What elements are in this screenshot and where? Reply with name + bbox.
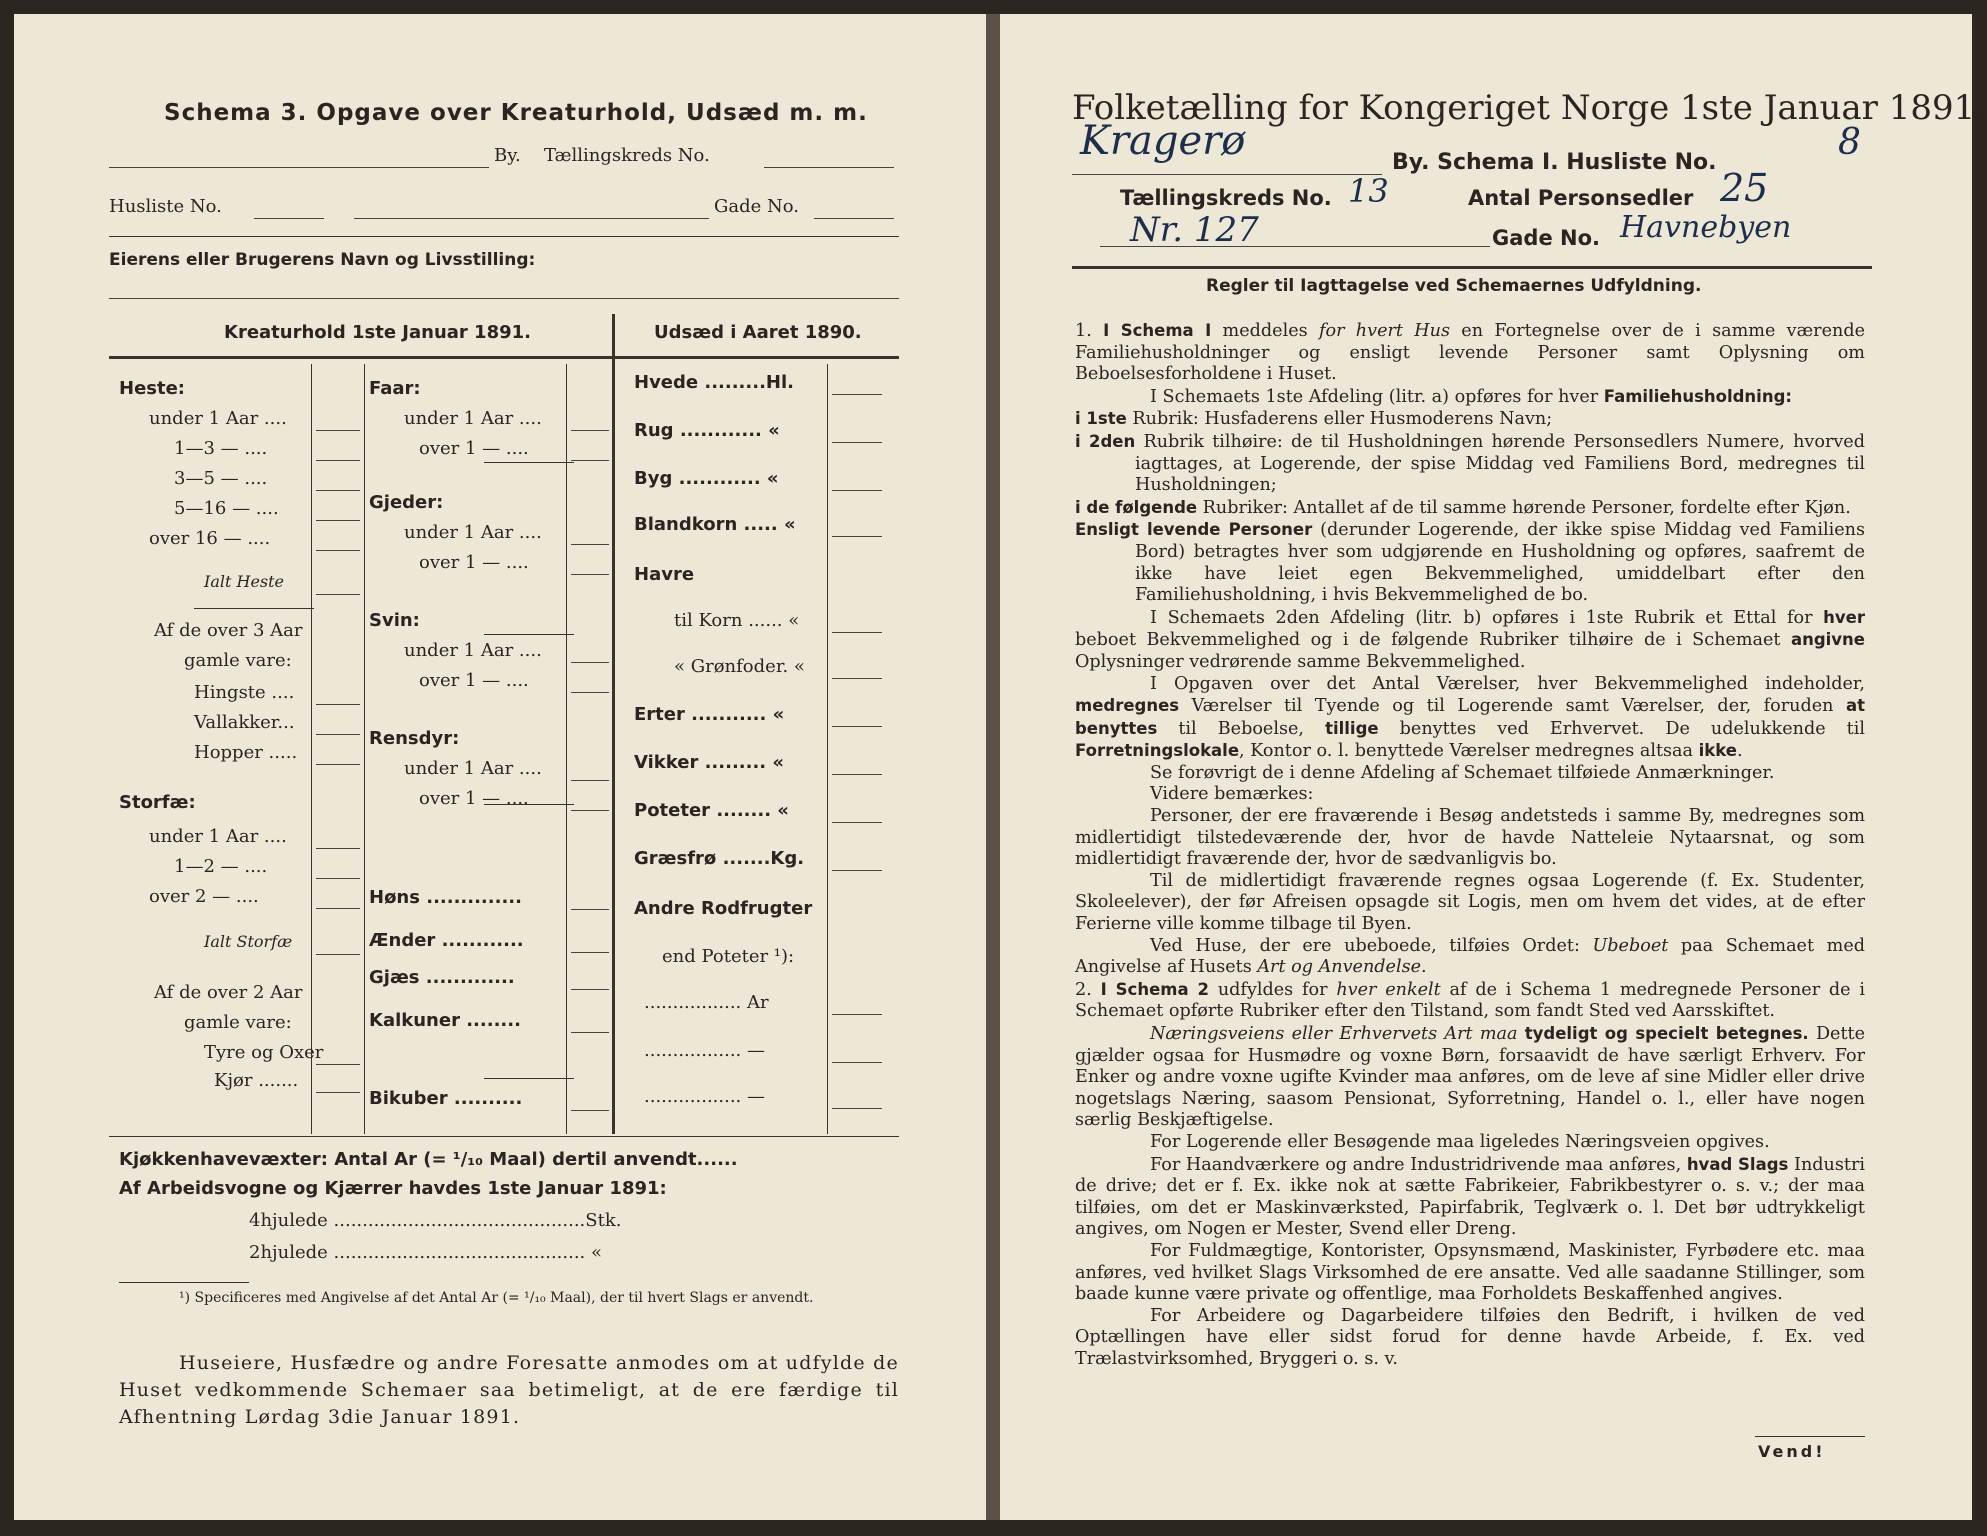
col2-row-10: under 1 Aar ....: [404, 758, 542, 779]
col1-value-field-15[interactable]: [316, 908, 360, 909]
col2-row-6: Svin:: [369, 610, 420, 631]
col1-right-sep: [364, 364, 365, 1134]
nr-blank: [1100, 246, 1490, 247]
rule-paragraph-7: I Opgaven over det Antal Værelser, hver Bekvemmelighed indeholder, medregnes Værelser til Tyende og til Logerende samt Værelser, der, foruden at benyttes til Beboelse, tillige benyttes ved Erhvervet. De udelukkende til Forretningslokale, Kontor o. l. benyttede Værelser medregnes altsaa ikke.: [1075, 673, 1865, 762]
rule-paragraph-13: 2. I Schema 2 udfyldes for hver enkelt af de i Schema 1 medregnede Personer de i Schemaet opførte Rubriker efter den Tilstand, som fandt Sted ved Aarsskiftet.: [1075, 979, 1866, 1022]
col1-value-field-5[interactable]: [316, 550, 360, 551]
gade-blank[interactable]: [814, 218, 894, 219]
col3-row-6: « Grønfoder. «: [674, 656, 805, 677]
rule-paragraph-0: 1. I Schema I meddeles for hvert Hus en Fortegnelse over de i samme værende Familiehusholdninger og ensligt levende Personer samt Oplysning om Beboelsesforholdene i Huset.: [1075, 321, 1865, 385]
col3-row-15: ................. —: [644, 1086, 765, 1107]
col3-value-field-3[interactable]: [832, 536, 882, 537]
col1-value-sep: [311, 364, 312, 1134]
col3-row-10: Græsfrø .......Kg.: [634, 848, 805, 869]
col1-value-field-14[interactable]: [316, 878, 360, 879]
col3-value-field-13[interactable]: [832, 1014, 882, 1015]
col1-row-8: gamle vare:: [184, 650, 292, 671]
rule-top: [109, 236, 899, 237]
col2-row-12: Høns ..............: [369, 887, 522, 908]
kreds-label-right: Tællingskreds No.: [1120, 186, 1332, 210]
husliste-label: Husliste No.: [109, 196, 222, 217]
by-blank-right: [1072, 174, 1382, 175]
rules-body: [1075, 320, 1865, 1371]
col3-row-13: ................. Ar: [644, 992, 769, 1013]
col3-row-4: Havre: [634, 564, 695, 585]
kreds-label: Tællingskreds No.: [544, 145, 710, 166]
col2-row-5: over 1 — ....: [419, 552, 529, 573]
col2-value-field-14[interactable]: [571, 989, 609, 990]
col3-row-2: Byg ............ «: [634, 468, 779, 489]
col1-row-16: Ialt Storfæ: [204, 932, 293, 951]
col2-value-field-5[interactable]: [571, 574, 609, 575]
rule-paragraph-8: Se forøvrigt de i denne Afdeling af Schemaet tilføiede Anmærkninger.: [1150, 762, 1775, 783]
col3-row-8: Vikker ......... «: [634, 752, 785, 773]
col2-row-4: under 1 Aar ....: [404, 522, 542, 543]
right-header-rule: [1072, 266, 1872, 269]
subtotal-rule-2: [484, 634, 574, 635]
husliste-blank[interactable]: [254, 218, 324, 219]
col3-value-field-10[interactable]: [832, 870, 882, 871]
col1-row-19: Tyre og Oxer: [204, 1042, 324, 1063]
col2-row-11: over 1 — ....: [419, 788, 529, 809]
rule-paragraph-11: Til de midlertidigt fraværende regnes ogsaa Logerende (f. Ex. Studenter, Skoleelever), der før Afreisen opsagde sit Logis, men om hvem det vides, at de efter Ferierne ville komme tilbage til Byen.: [1075, 870, 1865, 935]
col3-row-3: Blandkorn ..... «: [634, 514, 796, 535]
col1-value-field-1[interactable]: [316, 430, 360, 431]
col1-value-field-19[interactable]: [316, 1064, 360, 1065]
subtotal-rule-3: [484, 804, 574, 805]
udsaed-header: Udsæd i Aaret 1890.: [654, 322, 862, 343]
personsedler-label: Antal Personsedler: [1468, 186, 1694, 210]
col3-value-field-0[interactable]: [832, 394, 882, 395]
col1-row-18: gamle vare:: [184, 1012, 292, 1033]
col1-value-field-10[interactable]: [316, 734, 360, 735]
owner-label: Eierens eller Brugerens Navn og Livsstilling:: [109, 250, 536, 270]
col2-row-1: under 1 Aar ....: [404, 408, 542, 429]
tohjul-text: 2hjulede ............................................ «: [249, 1242, 603, 1263]
col3-value-field-7[interactable]: [832, 726, 882, 727]
owner-blank[interactable]: [109, 298, 899, 299]
col3-row-1: Rug ............ «: [634, 420, 780, 441]
bottom-note: Huseiere, Husfædre og andre Foresatte anmodes om at udfylde de Huset vedkommende Schemaer saa betimeligt, at de ere færdige til Afhentning Lørdag 3die Januar 1891.: [119, 1352, 899, 1428]
rule-paragraph-14: Næringsveiens eller Erhvervets Art maa tydeligt og specielt betegnes. Dette gjælder ogsaa for Husmødre og voxne Børn, forsaavidt de have særligt Erhverv. For Enker og andre voxne ugifte Kvinder maa anføres, om de leve af sine Midler eller drive nogetslags Næring, saasom Pensionat, Syforretning, Handel o. l., eller have nogen særlig Beskjæftigelse.: [1075, 1024, 1866, 1131]
left-page: [14, 14, 986, 1520]
col2-row-0: Faar:: [369, 378, 421, 399]
col3-value-field-14[interactable]: [832, 1062, 882, 1063]
col1-row-11: Hopper .....: [194, 742, 298, 763]
col1-row-10: Vallakker...: [194, 712, 295, 733]
col2-value-field-12[interactable]: [571, 909, 609, 910]
husliste-value[interactable]: 8: [1838, 122, 1861, 163]
col2-row-2: over 1 — ....: [419, 438, 529, 459]
col3-value-field-8[interactable]: [832, 774, 882, 775]
col2-value-field-1[interactable]: [571, 430, 609, 431]
col1-row-0: Heste:: [119, 378, 185, 399]
col3-value-field-6[interactable]: [832, 678, 882, 679]
gade-label-right: Gade No.: [1492, 226, 1600, 250]
gade-name-blank[interactable]: [354, 218, 709, 219]
personsedler-value[interactable]: 25: [1720, 166, 1769, 210]
col1-value-field-3[interactable]: [316, 490, 360, 491]
col2-value-field-15[interactable]: [571, 1032, 609, 1033]
page-fold: [986, 14, 1000, 1520]
subtotal-rule-1: [484, 462, 574, 463]
arbeid-text: Af Arbeidsvogne og Kjærrer havdes 1ste Januar 1891:: [119, 1178, 667, 1199]
by-label: By.: [494, 145, 521, 166]
rule-paragraph-5: Ensligt levende Personer (derunder Logerende, der ikke spise Middag ved Familiens Bord) betragtes hver som udgjørende en Husholdning og opføres, saafremt de ikke have leiet egen Bekvemmelighed, umiddelbart efter den Familiehusholdning, i hvis Bekvemmelighed de bo.: [1075, 520, 1866, 606]
col3-value-field-5[interactable]: [832, 632, 882, 633]
rule-paragraph-6: I Schemaets 2den Afdeling (litr. b) opføres i 1ste Rubrik et Ettal for hver beboet Bekvemmelighed og i de følgende Rubriker tilhøire de i Schemaet angivne Oplysninger vedrørende samme Bekvemmelighed.: [1075, 607, 1865, 672]
table-top-rule: [109, 356, 899, 359]
col1-value-field-16[interactable]: [316, 954, 360, 955]
col1-value-field-9[interactable]: [316, 704, 360, 705]
rule-paragraph-16: For Haandværkere og andre Industridrivende maa anføres, hvad Slags Industri de drive; det er f. Ex. ikke nok at sætte Fabrikeier, Fabrikbestyrer o. s. v.; der maa tilføies, om det er Maskinværksted, Papirfabrik, Teglværk o. l. Det bør udtrykkeligt angives, om Nogen er Mester, Svend eller Dreng.: [1075, 1154, 1865, 1240]
col2-value-field-10[interactable]: [571, 780, 609, 781]
col1-row-4: 5—16 — ....: [174, 498, 279, 519]
col2-row-13: Ænder ............: [369, 930, 524, 951]
col2-value-field-2[interactable]: [571, 460, 609, 461]
col3-value-field-2[interactable]: [832, 490, 882, 491]
col1-row-6: Ialt Heste: [204, 572, 285, 591]
right-title: Folketælling for Kongeriget Norge 1ste Januar 1891.: [1072, 88, 1987, 128]
col1-row-7: Af de over 3 Aar: [154, 620, 303, 641]
col1-row-2: 1—3 — ....: [174, 438, 268, 459]
col3-value-field-9[interactable]: [832, 822, 882, 823]
col2-value-field-11[interactable]: [571, 810, 609, 811]
vend-rule: [1755, 1436, 1865, 1437]
col1-row-20: Kjør .......: [214, 1070, 299, 1091]
kreds-blank[interactable]: [764, 167, 894, 168]
col1-row-1: under 1 Aar ....: [149, 408, 287, 429]
rule-paragraph-12: Ved Huse, der ere ubeboede, tilføies Ordet: Ubeboet paa Schemaet med Angivelse af Husets Art og Anvendelse.: [1075, 935, 1865, 978]
col2-value-field-8[interactable]: [571, 692, 609, 693]
right-page: [1000, 14, 1987, 1520]
left-title: Schema 3. Opgave over Kreaturhold, Udsæd m. m.: [164, 100, 868, 126]
kreatur-header: Kreaturhold 1ste Januar 1891.: [224, 322, 531, 343]
nr-value[interactable]: Nr. 127: [1130, 210, 1259, 250]
firhjul-text: 4hjulede ............................................Stk.: [249, 1210, 622, 1231]
rule-paragraph-15: For Logerende eller Besøgende maa ligeledes Næringsveien opgives.: [1150, 1131, 1770, 1152]
col2-row-14: Gjæs .............: [369, 967, 515, 988]
rule-paragraph-4: i de følgende Rubriker: Antallet af de til samme hørende Personer, fordelte efter Kjøn.: [1075, 497, 1851, 518]
col2-row-8: over 1 — ....: [419, 670, 529, 691]
kreds-value[interactable]: 13: [1348, 172, 1389, 210]
col3-row-12: end Poteter ¹):: [662, 946, 795, 967]
rules-title: Regler til Iagttagelse ved Schemaernes Udfyldning.: [1206, 276, 1702, 296]
col2-row-7: under 1 Aar ....: [404, 640, 542, 661]
by-blank[interactable]: [109, 167, 489, 168]
col1-value-field-6[interactable]: [316, 594, 360, 595]
col1-row-17: Af de over 2 Aar: [154, 982, 303, 1003]
col1-row-12: Storfæ:: [119, 792, 196, 813]
col3-value-field-1[interactable]: [832, 442, 882, 443]
col2-row-3: Gjeder:: [369, 492, 444, 513]
col2-value-field-16[interactable]: [571, 1110, 609, 1111]
rule-paragraph-1: I Schemaets 1ste Afdeling (litr. a) opføres for hver Familiehusholdning:: [1150, 386, 1792, 407]
col1-row-9: Hingste ....: [194, 682, 295, 703]
col2-value-field-13[interactable]: [571, 952, 609, 953]
col2-value-sep: [566, 364, 567, 1134]
by-value[interactable]: Kragerø: [1080, 118, 1246, 164]
col2-row-15: Kalkuner ........: [369, 1010, 521, 1031]
col2-row-9: Rensdyr:: [369, 728, 460, 749]
subtotal-rule-0: [194, 608, 314, 609]
rule-paragraph-9: Videre bemærkes:: [1150, 784, 1314, 805]
col3-row-9: Poteter ........ «: [634, 800, 789, 821]
col3-value-field-15[interactable]: [832, 1108, 882, 1109]
vend: Vend!: [1758, 1442, 1826, 1461]
col2-value-field-4[interactable]: [571, 544, 609, 545]
rule-paragraph-3: i 2den Rubrik tilhøire: de til Husholdningen hørende Personsedlers Numere, hvorved iagttages, at Logerende, der spise Middag ved Familiens Bord, medregnes til Husholdningen;: [1075, 431, 1865, 496]
gade-label: Gade No.: [714, 196, 799, 217]
col1-value-field-4[interactable]: [316, 520, 360, 521]
col2-row-16: Bikuber ..........: [369, 1088, 523, 1109]
kjokken-text: Kjøkkenhavevæxter: Antal Ar (= ¹/₁₀ Maal) dertil anvendt......: [119, 1149, 738, 1170]
col1-value-field-20[interactable]: [316, 1092, 360, 1093]
col1-row-13: under 1 Aar ....: [149, 826, 287, 847]
col1-row-3: 3—5 — ....: [174, 468, 268, 489]
footnote: ¹) Specificeres med Angivelse af det Antal Ar (= ¹/₁₀ Maal), der til hvert Slags er anvendt.: [179, 1290, 814, 1306]
col1-value-field-11[interactable]: [316, 764, 360, 765]
footnote-rule: [119, 1282, 249, 1283]
col3-row-14: ................. —: [644, 1040, 765, 1061]
by-schema-label: By. Schema I. Husliste No.: [1392, 150, 1717, 175]
col3-row-7: Erter ........... «: [634, 704, 785, 725]
udsaed-sep: [612, 314, 615, 1134]
col3-row-11: Andre Rodfrugter: [634, 898, 813, 919]
rule-paragraph-17: For Fuldmægtige, Kontorister, Opsynsmænd, Maskinister, Fyrbødere etc. maa anføres, ved hvilket Slags Virksomhed de ere ansatte. Ved alle saadanne Stillinger, som baade kunne være private og offentlige, maa Forholdets Beskaffenhed angives.: [1075, 1240, 1865, 1305]
col1-row-14: 1—2 — ....: [174, 856, 268, 877]
rule-paragraph-18: For Arbeidere og Dagarbeidere tilføies den Bedrift, i hvilken de ved Optællingen have eller sidst forud for denne havde Arbeide, f. Ex. ved Trælastvirksomhed, Bryggeri o. s. v.: [1075, 1305, 1865, 1369]
gade-value[interactable]: Havnebyen: [1620, 210, 1792, 245]
col2-value-field-7[interactable]: [571, 662, 609, 663]
col1-value-field-2[interactable]: [316, 460, 360, 461]
table-bottom-rule: [109, 1136, 899, 1137]
col3-value-sep: [827, 364, 828, 1134]
rule-paragraph-10: Personer, der ere fraværende i Besøg andetsteds i samme By, medregnes som midlertidigt tilstedeværende der, hvor de havde Natteleie Nytaarsnat, og som midlertidigt fraværende der, hvor de sædvanligvis bo.: [1075, 806, 1865, 870]
col1-row-15: over 2 — ....: [149, 886, 259, 907]
col1-row-5: over 16 — ....: [149, 528, 271, 549]
col3-row-5: til Korn ...... «: [674, 610, 800, 631]
rule-paragraph-2: i 1ste Rubrik: Husfaderens eller Husmoderens Navn;: [1075, 409, 1553, 430]
col1-value-field-13[interactable]: [316, 848, 360, 849]
col3-row-0: Hvede .........Hl.: [634, 372, 794, 393]
subtotal-rule-4: [484, 1078, 574, 1079]
